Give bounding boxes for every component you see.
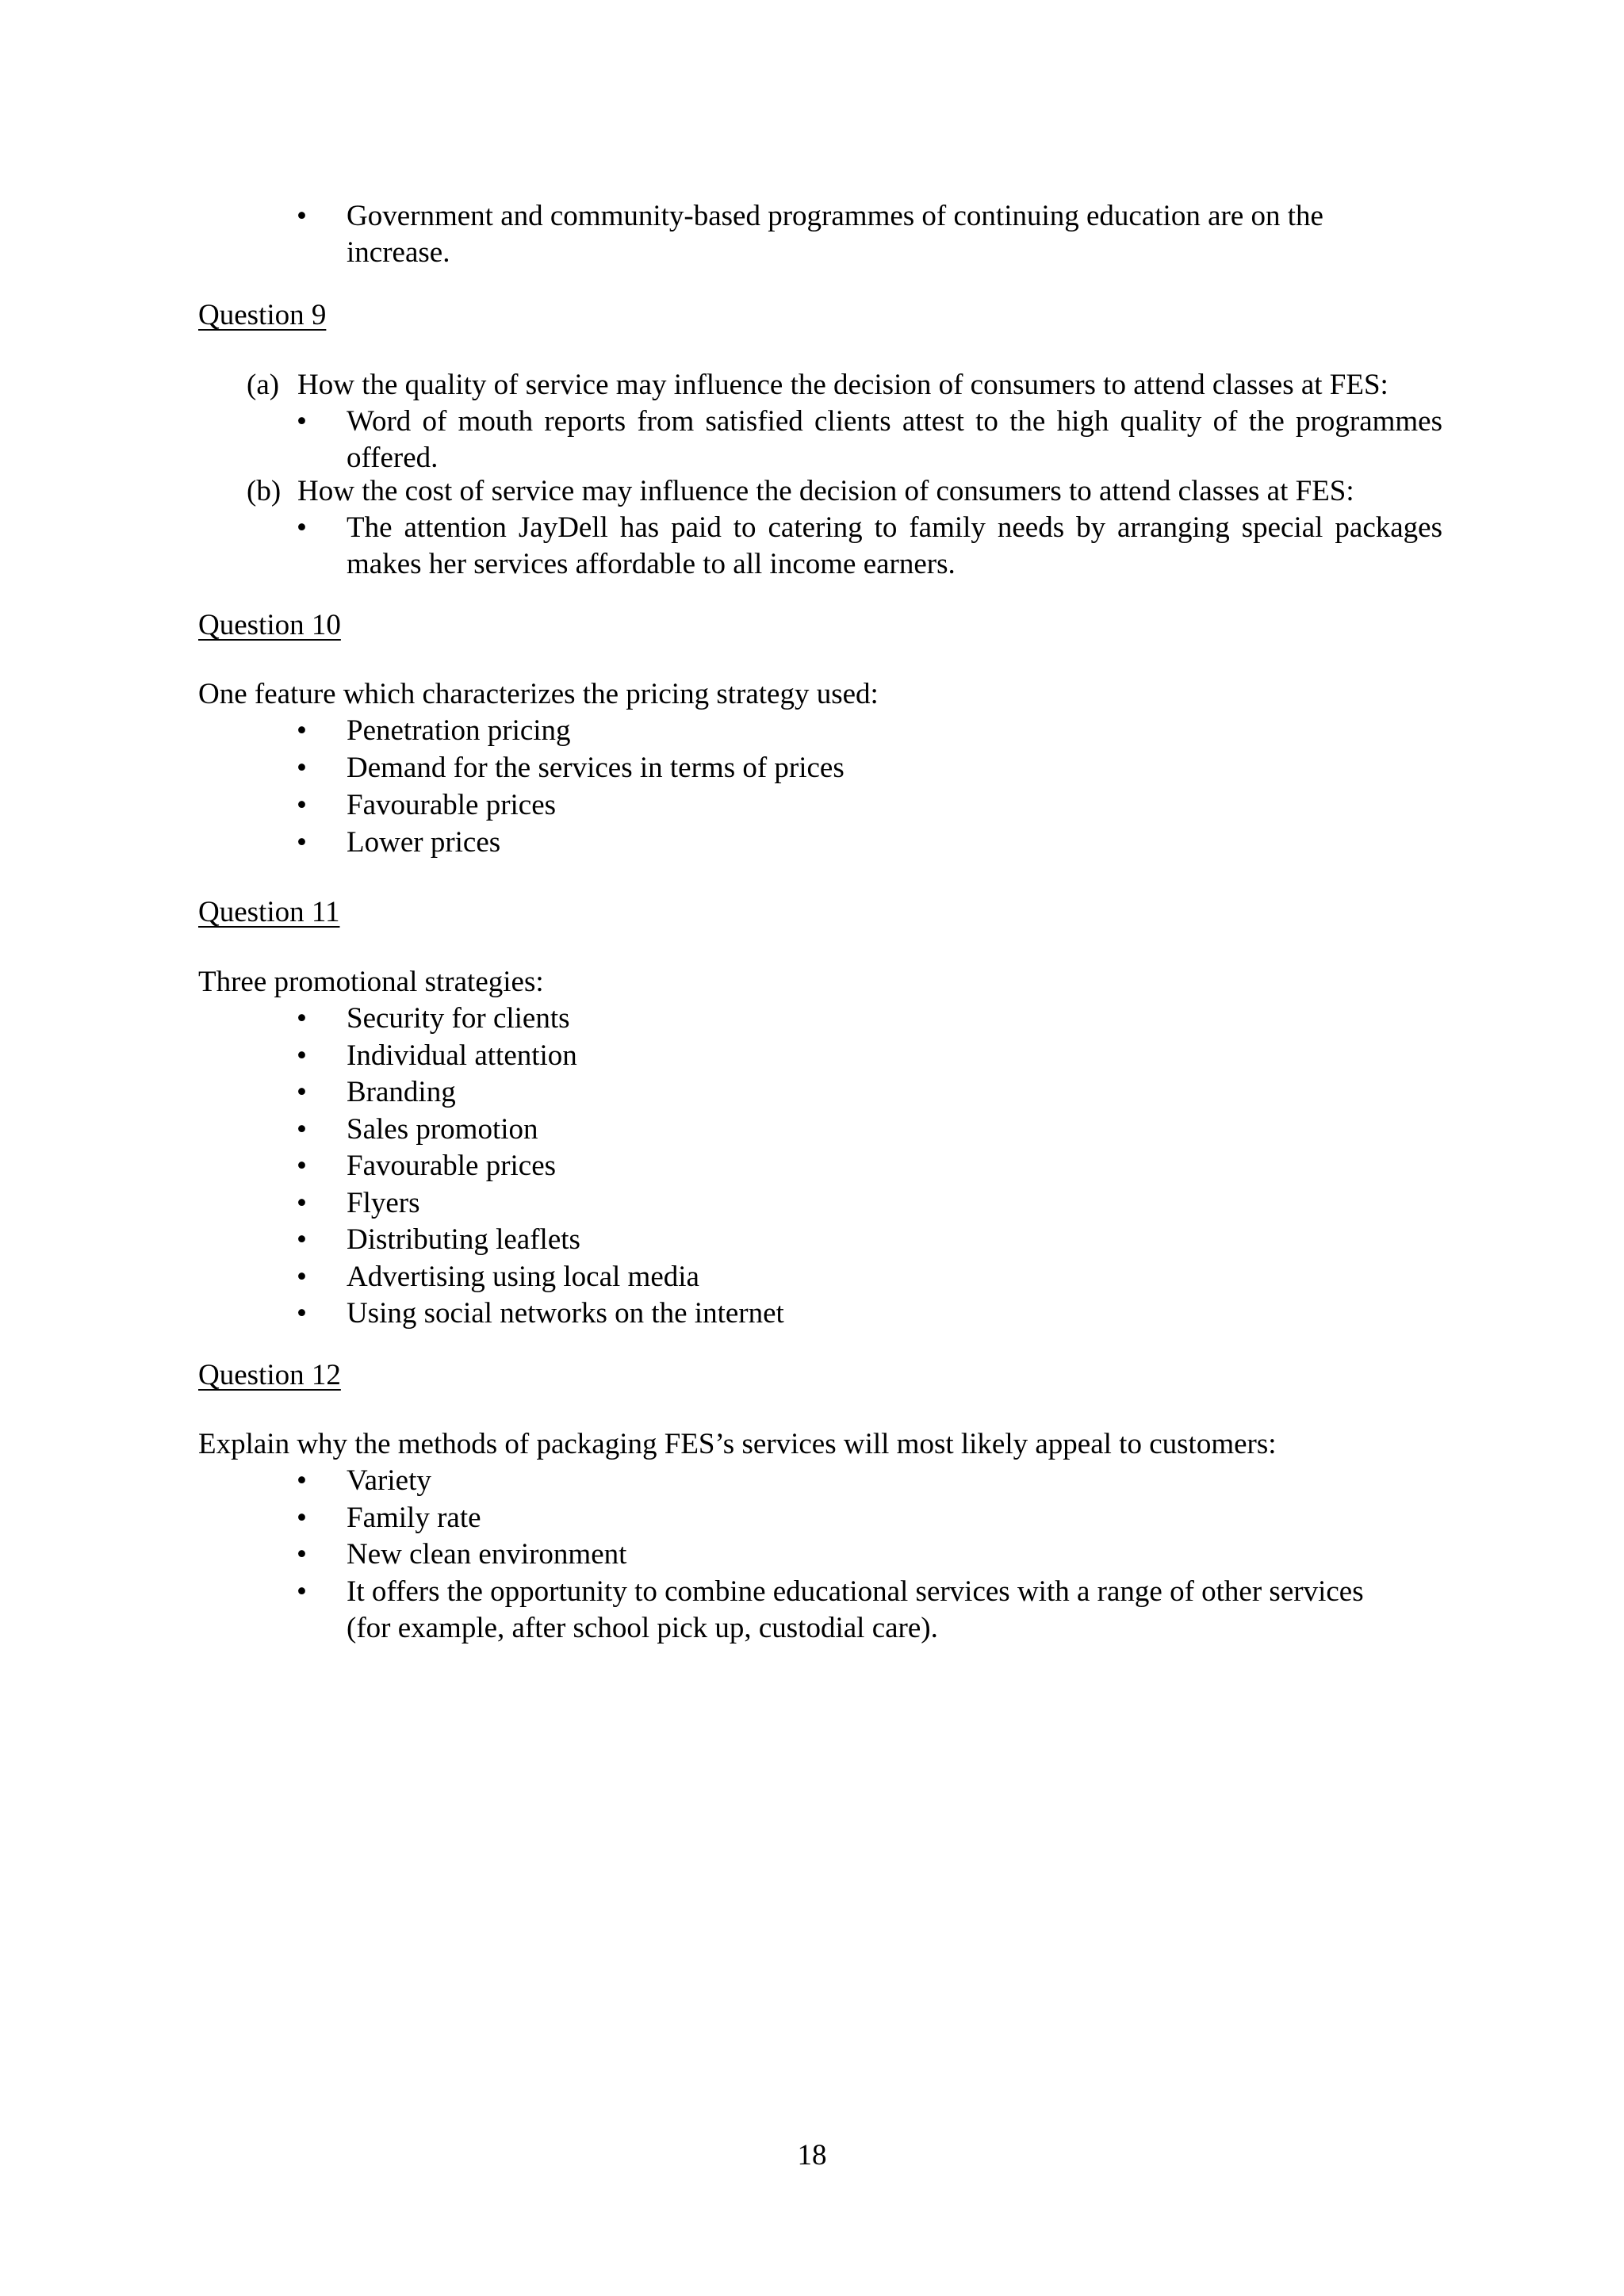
q9-a-marker: (a) (247, 369, 280, 401)
bullet: • (297, 405, 307, 438)
bullet: • (297, 1150, 307, 1182)
bullet: • (297, 1575, 307, 1608)
list-item: Using social networks on the internet (347, 1297, 784, 1330)
question-10-heading: Question 10 (198, 609, 341, 641)
bullet: • (297, 1261, 307, 1293)
list-item: Penetration pricing (347, 714, 571, 747)
bullet: • (297, 826, 307, 859)
list-item: Advertising using local media (347, 1261, 699, 1293)
list-item: Demand for the services in terms of prices (347, 752, 845, 784)
list-item-continuation: (for example, after school pick up, custodial care). (347, 1612, 938, 1644)
list-item: Favourable prices (347, 789, 557, 821)
bullet: • (297, 1538, 307, 1571)
page-number: 18 (797, 2139, 827, 2172)
bullet: • (297, 1076, 307, 1108)
list-item: Favourable prices (347, 1150, 557, 1182)
bullet: • (297, 1039, 307, 1072)
list-item: Security for clients (347, 1002, 570, 1035)
bullet: • (297, 1002, 307, 1035)
bullet: • (297, 1187, 307, 1219)
bullet: • (297, 1113, 307, 1146)
bullet: • (297, 1502, 307, 1534)
q12-intro: Explain why the methods of packaging FES’s services will most likely appeal to customers: (198, 1428, 1277, 1460)
list-item: It offers the opportunity to combine educational services with a range of other services (347, 1575, 1364, 1608)
list-item: Individual attention (347, 1039, 577, 1072)
q9-b-bullet-line-1: The attention JayDell has paid to catering to family needs by arranging special packages (347, 511, 1442, 544)
bullet: • (297, 511, 307, 544)
q9-b-marker: (b) (247, 475, 282, 507)
intro-bullet-line-1: Government and community-based programmes of continuing education are on the (347, 200, 1323, 232)
q11-intro: Three promotional strategies: (198, 966, 544, 998)
list-item: Lower prices (347, 826, 501, 859)
list-item: Sales promotion (347, 1113, 538, 1146)
list-item: New clean environment (347, 1538, 627, 1571)
bullet: • (297, 1297, 307, 1330)
list-item: Variety (347, 1464, 431, 1497)
bullet: • (297, 789, 307, 821)
question-9-heading: Question 9 (198, 299, 327, 331)
question-12-heading: Question 12 (198, 1359, 341, 1391)
bullet: • (297, 1223, 307, 1256)
q10-intro: One feature which characterizes the pricing strategy used: (198, 678, 879, 710)
q9-b-text: How the cost of service may influence the decision of consumers to attend classes at FES: (297, 475, 1354, 507)
bullet: • (297, 200, 307, 232)
list-item: Family rate (347, 1502, 481, 1534)
q9-b-bullet-line-2: makes her services affordable to all income earners. (347, 548, 956, 580)
list-item: Distributing leaflets (347, 1223, 580, 1256)
question-11-heading: Question 11 (198, 896, 340, 928)
bullet: • (297, 714, 307, 747)
list-item: Branding (347, 1076, 456, 1108)
q9-a-text: How the quality of service may influence the decision of consumers to attend classes at FES: (297, 369, 1388, 401)
bullet: • (297, 1464, 307, 1497)
intro-bullet-line-2: increase. (347, 236, 450, 269)
bullet: • (297, 752, 307, 784)
q9-a-bullet-line-2: offered. (347, 442, 439, 474)
list-item: Flyers (347, 1187, 420, 1219)
q9-a-bullet-line-1: Word of mouth reports from satisfied clients attest to the high quality of the programmes (347, 405, 1442, 438)
